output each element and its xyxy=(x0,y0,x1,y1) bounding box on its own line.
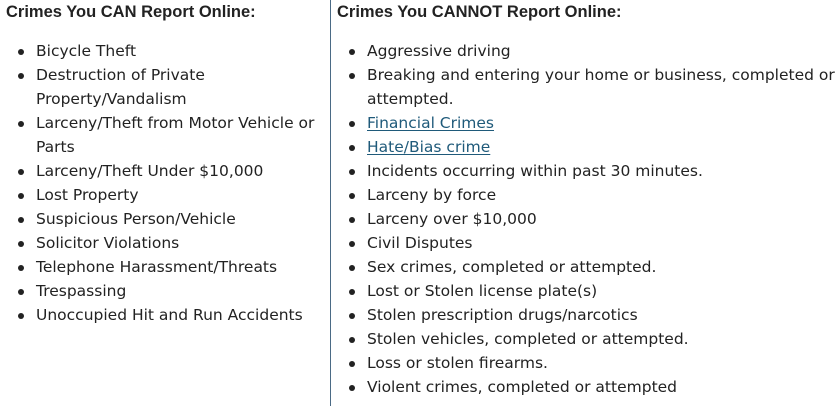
list-item: Sex crimes, completed or attempted. xyxy=(337,255,837,279)
list-item: Aggressive driving xyxy=(337,39,837,63)
cannot-report-column xyxy=(330,0,837,406)
cannot-report-heading: Crimes You CANNOT Report Online: xyxy=(337,3,622,21)
list-item: Larceny by force xyxy=(337,183,837,207)
list-item: Loss or stolen firearms. xyxy=(337,351,837,375)
list-item: Lost Property xyxy=(6,183,326,207)
cannot-report-list xyxy=(337,39,837,399)
list-item-hate-bias-crime xyxy=(337,135,837,159)
list-item: Unoccupied Hit and Run Accidents xyxy=(6,303,326,327)
list-item: Violent crimes, completed or attempted xyxy=(337,375,837,399)
list-item: Larceny/Theft Under $10,000 xyxy=(6,159,326,183)
financial-crimes-link[interactable]: Financial Crimes xyxy=(367,114,495,132)
can-report-heading: Crimes You CAN Report Online: xyxy=(6,3,256,21)
list-item-financial-crimes xyxy=(337,111,837,135)
list-item: Solicitor Violations xyxy=(6,231,326,255)
list-item: Bicycle Theft xyxy=(6,39,326,63)
list-item: Trespassing xyxy=(6,279,326,303)
list-item: Larceny over $10,000 xyxy=(337,207,837,231)
list-item: Destruction of Private Property/Vandalism xyxy=(6,63,326,111)
list-item: Larceny/Theft from Motor Vehicle or Parts xyxy=(6,111,326,159)
list-item: Lost or Stolen license plate(s) xyxy=(337,279,837,303)
list-item: Incidents occurring within past 30 minutes. xyxy=(337,159,837,183)
can-report-column xyxy=(0,0,330,406)
list-item: Breaking and entering your home or business, completed or attempted. xyxy=(337,63,837,111)
list-item: Stolen vehicles, completed or attempted. xyxy=(337,327,837,351)
can-report-list xyxy=(6,39,330,327)
list-item: Suspicious Person/Vehicle xyxy=(6,207,326,231)
list-item: Telephone Harassment/Threats xyxy=(6,255,326,279)
list-item: Stolen prescription drugs/narcotics xyxy=(337,303,837,327)
list-item: Civil Disputes xyxy=(337,231,837,255)
hate-bias-crime-link[interactable]: Hate/Bias crime xyxy=(367,138,491,156)
